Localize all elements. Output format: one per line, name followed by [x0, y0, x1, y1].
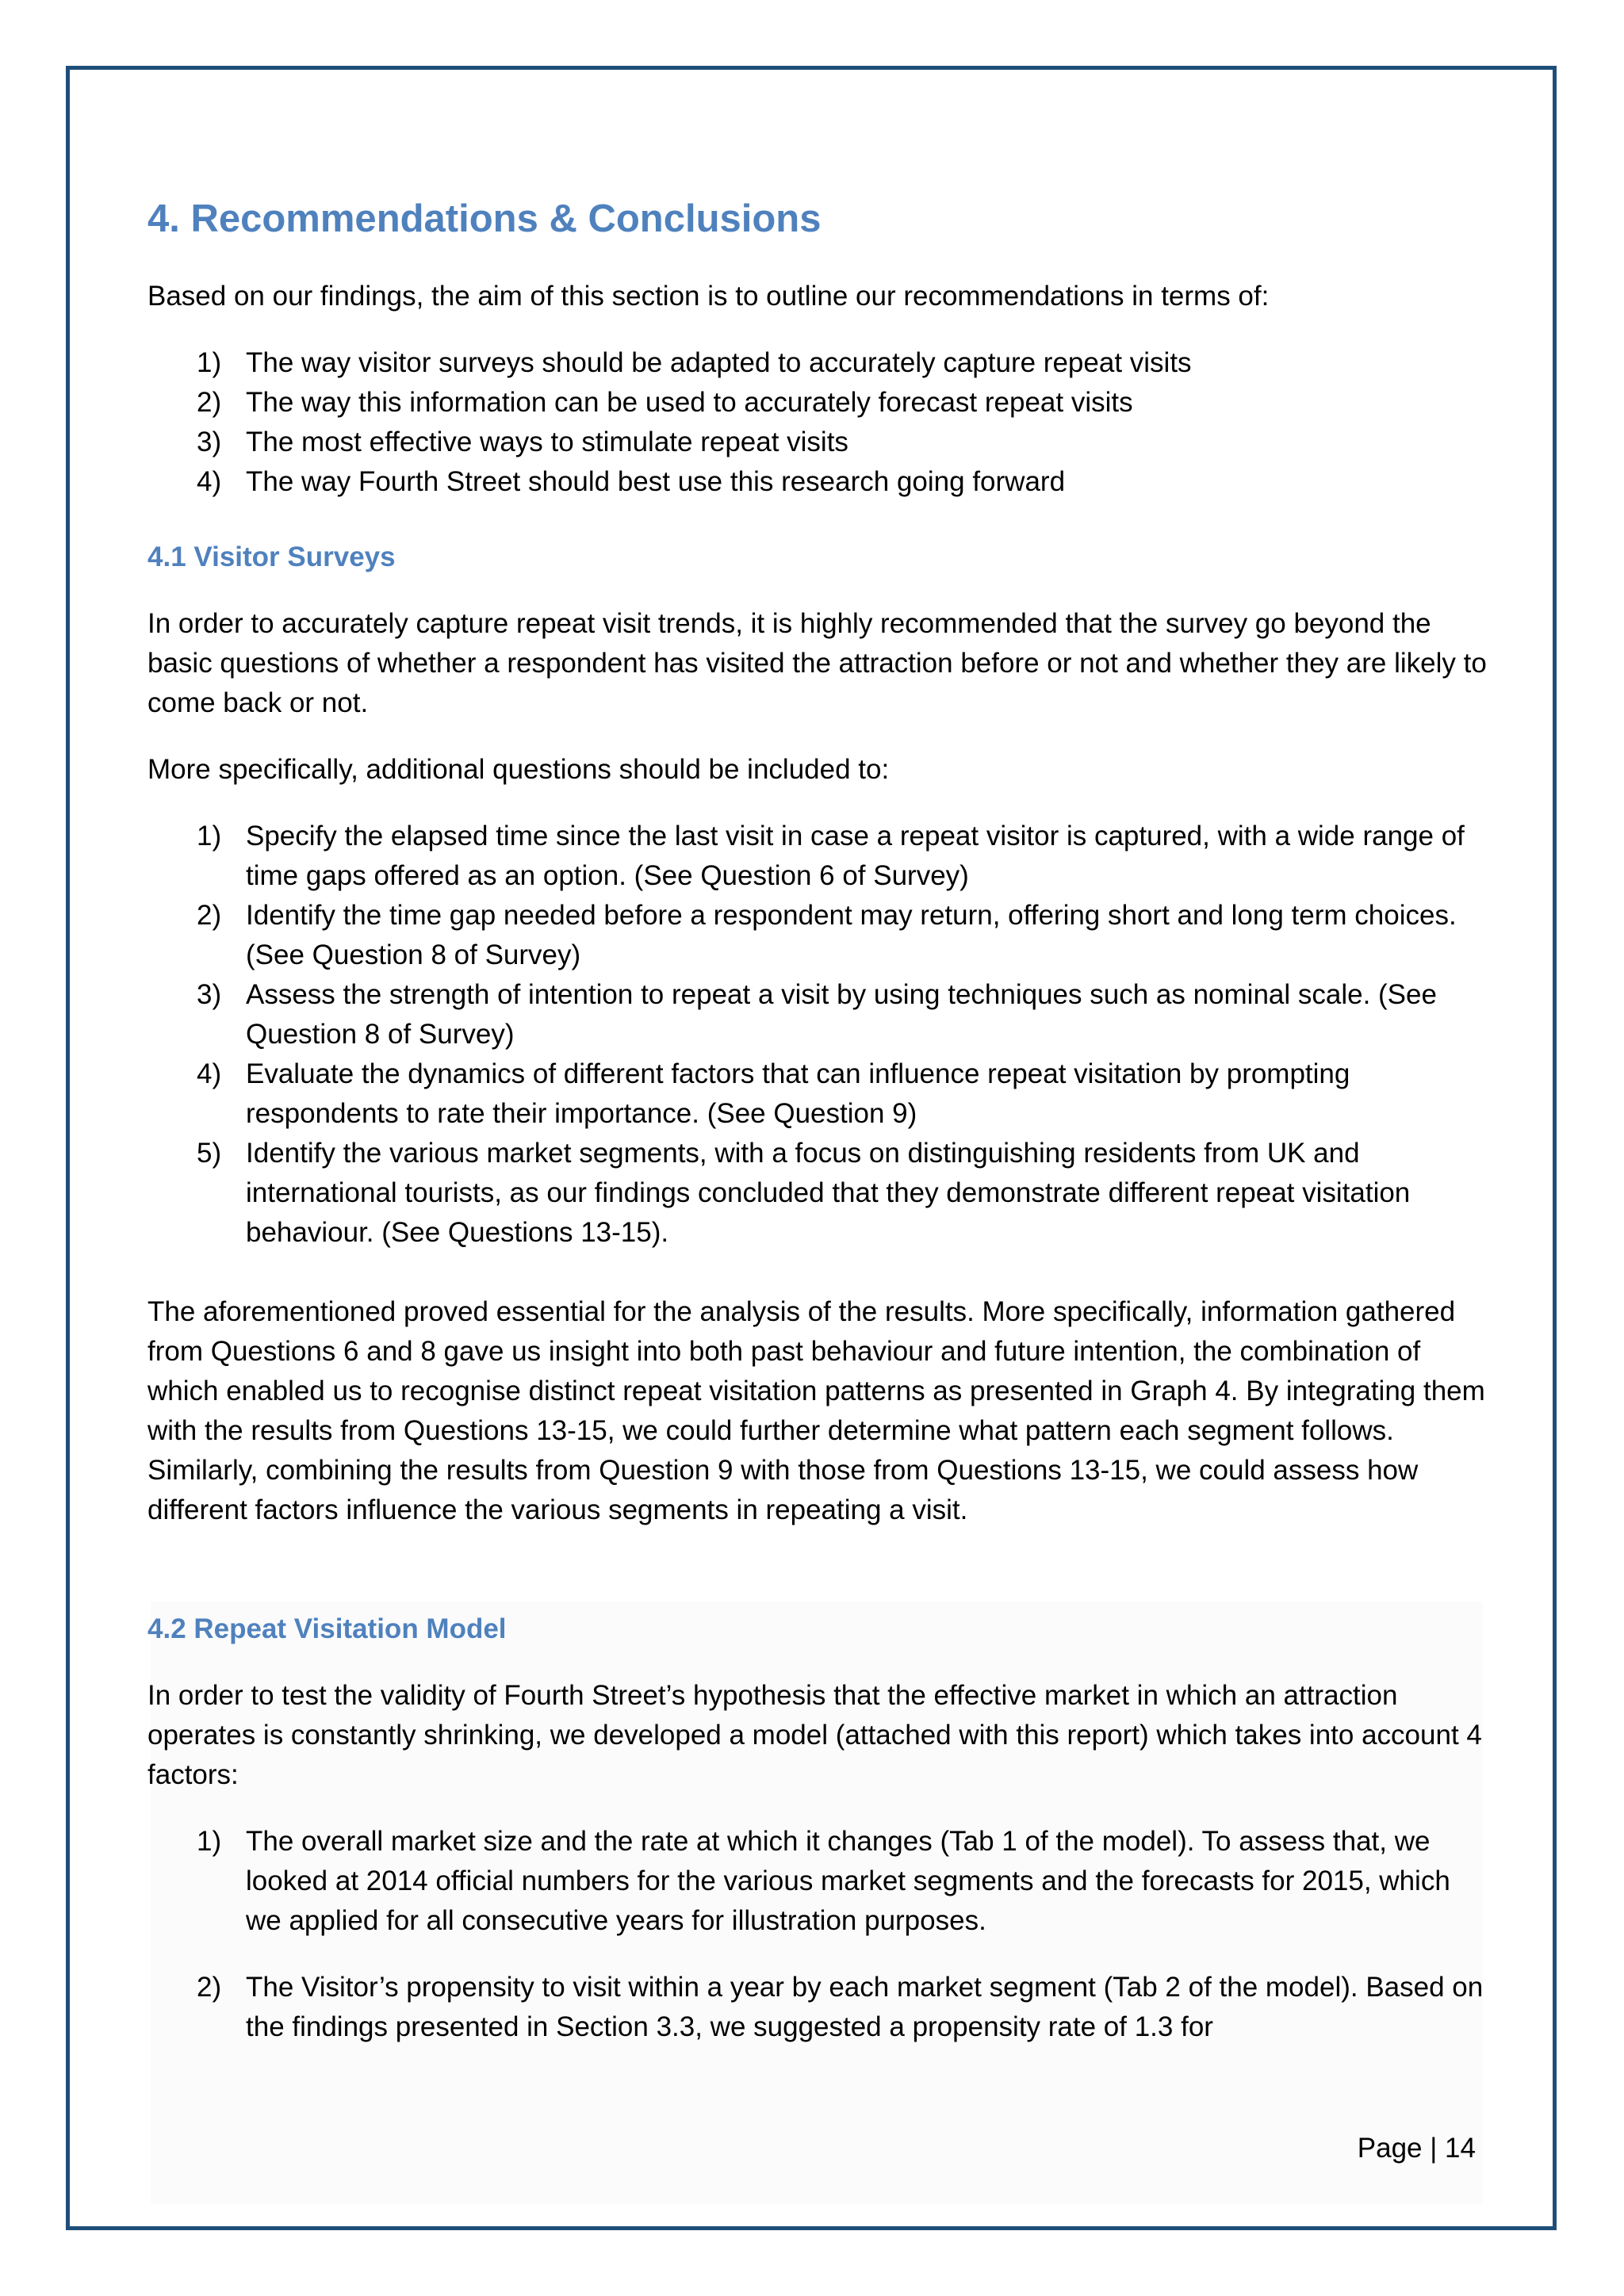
subheading-visitor-surveys: 4.1 Visitor Surveys — [147, 541, 396, 572]
survey-questions-list — [147, 817, 1488, 1253]
paragraph: More specifically, additional questions should be included to: — [147, 754, 890, 785]
aims-list — [147, 343, 1488, 502]
list-item: 5) Identify the various market segments, with a focus on distinguishing residents from UK and international tourists, as our findings concluded that they demonstrate different repeat visitation behaviour. (See Questions 13-15). — [197, 1138, 1411, 1248]
model-factors-list — [147, 1822, 1488, 2047]
paragraph: In order to accurately capture repeat visit trends, it is highly recommended that the survey go beyond the basic questions of whether a respondent has visited the attraction before or not and whether they are likely to come back or not. — [147, 608, 1487, 718]
paragraph: The aforementioned proved essential for the analysis of the results. More specifically, information gathered from Questions 6 and 8 gave us insight into both past behaviour and future intention, the combination of which enabled us to recognise distinct repeat visitation patterns as presented in Graph 4. By integrating them with the results from Questions 13-15, we could further determine what pattern each segment follows. Similarly, combining the results from Question 9 with those from Questions 13-15, we could assess how different factors influence the various segments in repeating a visit. — [147, 1296, 1485, 1525]
list-item: 2) Identify the time gap needed before a respondent may return, offering short and long term choices. (See Question 8 of Survey) — [197, 900, 1457, 970]
list-item: 1) Specify the elapsed time since the last visit in case a repeat visitor is captured, with a wide range of time gaps offered as an option. (See Question 6 of Survey) — [197, 821, 1465, 891]
page-number: Page | 14 — [1357, 2133, 1476, 2164]
list-item: 1) The way visitor surveys should be adapted to accurately capture repeat visits — [197, 347, 1192, 378]
paragraph: In order to test the validity of Fourth Street’s hypothesis that the effective market in which an attraction operates is constantly shrinking, we developed a model (attached with this report) which takes into account 4 factors: — [147, 1680, 1482, 1790]
document-body — [147, 193, 1488, 2047]
list-item: 2) The way this information can be used to accurately forecast repeat visits — [197, 387, 1133, 418]
section-title: 4. Recommendations & Conclusions — [147, 197, 822, 240]
list-item: 4) The way Fourth Street should best use this research going forward — [197, 466, 1066, 497]
intro-paragraph: Based on our findings, the aim of this section is to outline our recommendations in terms of: — [147, 281, 1270, 312]
list-item: 1) The overall market size and the rate at which it changes (Tab 1 of the model). To assess that, we looked at 2014 official numbers for the various market segments and the forecasts for 2015, which we applied for all consecutive years for illustration purposes. — [197, 1826, 1450, 1936]
list-item: 3) The most effective ways to stimulate repeat visits — [197, 427, 848, 457]
list-item: 3) Assess the strength of intention to repeat a visit by using techniques such as nominal scale. (See Question 8 of Survey) — [197, 979, 1437, 1050]
list-item: 2) The Visitor’s propensity to visit within a year by each market segment (Tab 2 of the model). Based on the findings presented in Section 3.3, we suggested a propensity rate of 1.3 for — [197, 1972, 1484, 2042]
list-item: 4) Evaluate the dynamics of different factors that can influence repeat visitation by prompting respondents to rate their importance. (See Question 9) — [197, 1058, 1350, 1129]
subheading-repeat-model: 4.2 Repeat Visitation Model — [147, 1613, 507, 1644]
